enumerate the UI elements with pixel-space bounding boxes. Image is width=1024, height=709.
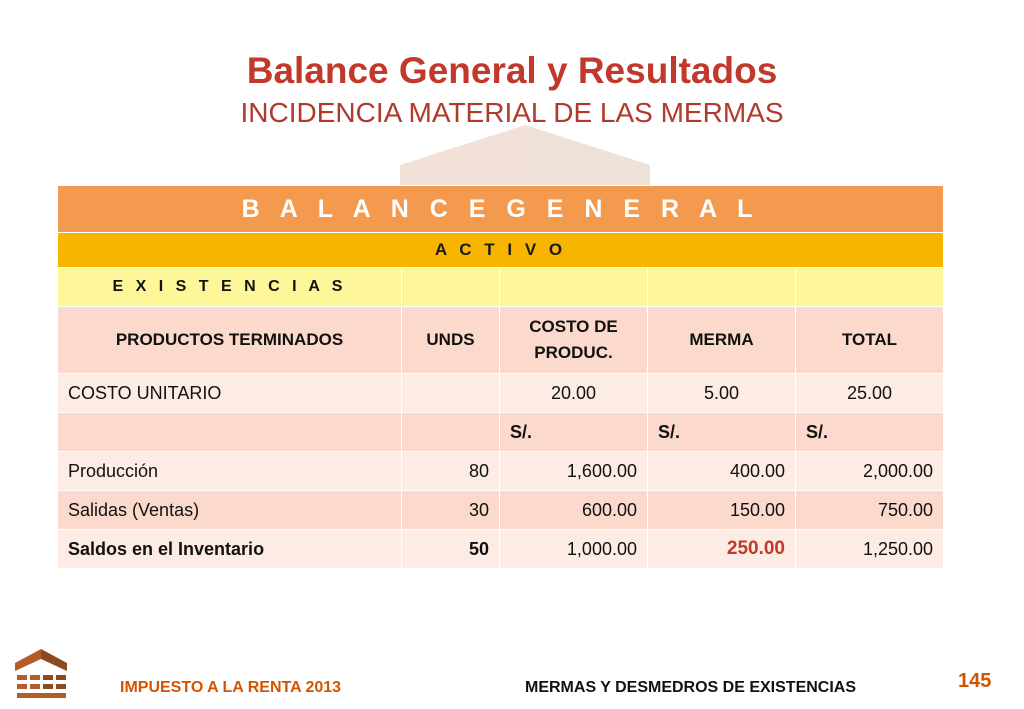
empty-cell [796,268,944,307]
empty-cell [648,268,796,307]
page-number: 145 [958,670,992,692]
table-row [58,452,944,491]
row-costo: 1,000.00 [500,530,648,569]
row-total: 1,250.00 [796,530,944,569]
costo-unitario-costo: 20.00 [500,374,648,413]
empty-cell [500,268,648,307]
empty-cell [58,413,402,452]
footer-right-text: MERMAS Y DESMEDROS DE EXISTENCIAS [525,679,857,696]
col-header-merma: MERMA [648,307,796,374]
row-costo: 1,600.00 [500,452,648,491]
empty-cell [402,268,500,307]
existencias-row [58,268,944,307]
slide-title: Balance General y Resultados [246,50,778,91]
balance-table [57,185,944,569]
activo-row [58,233,944,268]
row-total: 2,000.00 [796,452,944,491]
row-unds: 80 [402,452,500,491]
col-header-costo: COSTO DE PRODUC. [500,307,648,374]
currency-costo: S/. [500,413,648,452]
building-logo-icon [13,645,69,701]
row-costo: 600.00 [500,491,648,530]
row-label: Salidas (Ventas) [58,491,402,530]
table-row [58,491,944,530]
table-row-saldos [58,530,944,569]
balance-general-header: B A L A N C E G E N E R A L [58,186,944,233]
costo-unitario-label: COSTO UNITARIO [58,374,402,413]
activo-label: A C T I V O [58,233,944,268]
existencias-label: E X I S T E N C I A S [58,268,402,307]
currency-total: S/. [796,413,944,452]
costo-unitario-row [58,374,944,413]
col-header-total: TOTAL [796,307,944,374]
row-total: 750.00 [796,491,944,530]
col-header-unds: UNDS [402,307,500,374]
costo-unitario-merma: 5.00 [648,374,796,413]
row-label: Producción [58,452,402,491]
row-unds: 50 [402,530,500,569]
row-merma: 400.00 [648,452,796,491]
col-header-productos: PRODUCTOS TERMINADOS [58,307,402,374]
empty-cell [402,374,500,413]
footer-left-text: IMPUESTO A LA RENTA 2013 [120,679,342,696]
row-label: Saldos en el Inventario [58,530,402,569]
row-merma-highlight: 250.00 [648,530,796,569]
currency-merma: S/. [648,413,796,452]
currency-row [58,413,944,452]
slide-subtitle: INCIDENCIA MATERIAL DE LAS MERMAS [240,97,784,128]
table-header-row [58,186,944,233]
row-merma: 150.00 [648,491,796,530]
column-header-row [58,307,944,374]
empty-cell [402,413,500,452]
row-unds: 30 [402,491,500,530]
costo-unitario-total: 25.00 [796,374,944,413]
